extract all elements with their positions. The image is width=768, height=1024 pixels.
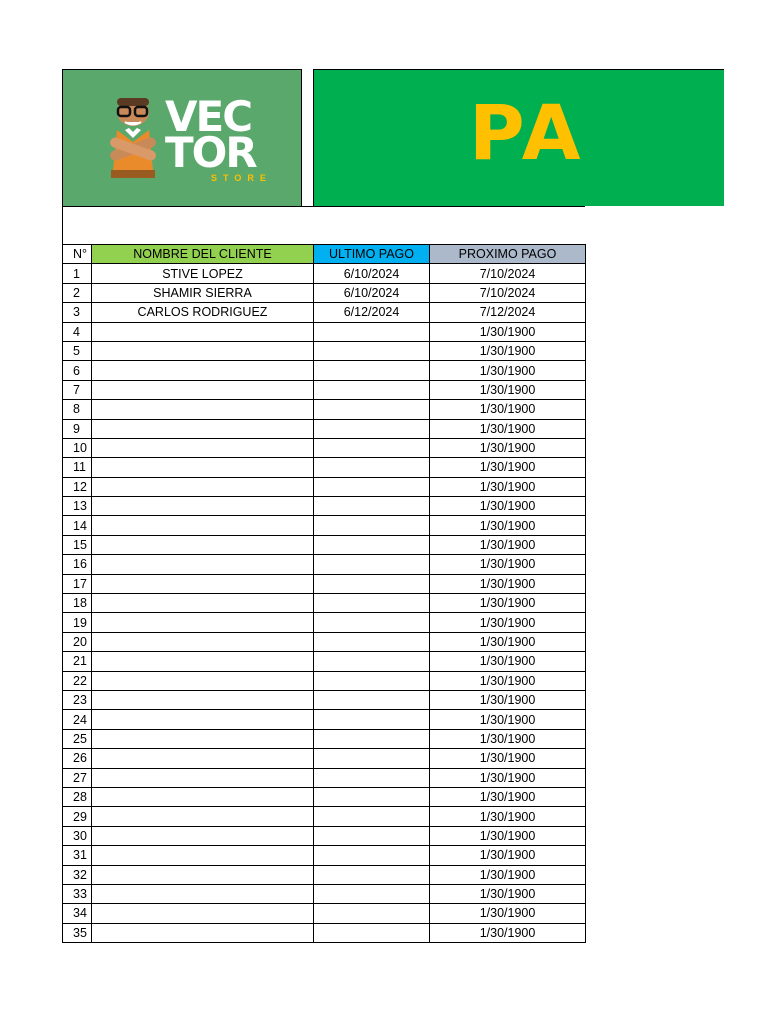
header-next-payment: PROXIMO PAGO [430, 245, 586, 264]
client-name-cell[interactable] [92, 438, 314, 457]
table-row [63, 807, 586, 826]
next-payment-cell[interactable]: 1/30/1900 [430, 361, 586, 380]
table-row [63, 477, 586, 496]
row-number-cell[interactable]: 8 [63, 400, 92, 419]
last-payment-cell[interactable] [314, 555, 430, 574]
next-payment-cell[interactable]: 1/30/1900 [430, 400, 586, 419]
client-name-cell[interactable] [92, 361, 314, 380]
row-number-cell[interactable]: 4 [63, 322, 92, 341]
last-payment-cell[interactable] [314, 690, 430, 709]
table-row [63, 787, 586, 806]
logo-text-line2: TOR [165, 128, 256, 177]
last-payment-cell[interactable] [314, 768, 430, 787]
table-row [63, 613, 586, 632]
next-payment-cell[interactable]: 1/30/1900 [430, 846, 586, 865]
row-number-cell[interactable]: 23 [63, 690, 92, 709]
table-row [63, 768, 586, 787]
row-number-cell[interactable]: 2 [63, 283, 92, 302]
last-payment-cell[interactable] [314, 749, 430, 768]
client-name-cell[interactable] [92, 768, 314, 787]
table-row [63, 671, 586, 690]
client-name-cell[interactable] [92, 729, 314, 748]
next-payment-cell[interactable]: 1/30/1900 [430, 341, 586, 360]
last-payment-cell[interactable] [314, 923, 430, 942]
client-name-cell[interactable] [92, 555, 314, 574]
last-payment-cell[interactable] [314, 807, 430, 826]
client-name-cell[interactable] [92, 923, 314, 942]
client-name-cell[interactable]: SHAMIR SIERRA [92, 283, 314, 302]
next-payment-cell[interactable]: 1/30/1900 [430, 807, 586, 826]
client-name-cell[interactable] [92, 904, 314, 923]
next-payment-cell[interactable]: 1/30/1900 [430, 419, 586, 438]
next-payment-cell[interactable]: 1/30/1900 [430, 826, 586, 845]
row-number-cell[interactable]: 12 [63, 477, 92, 496]
last-payment-cell[interactable] [314, 729, 430, 748]
next-payment-cell[interactable]: 1/30/1900 [430, 865, 586, 884]
table-row [63, 904, 586, 923]
client-name-cell[interactable] [92, 380, 314, 399]
last-payment-cell[interactable] [314, 652, 430, 671]
client-name-cell[interactable] [92, 400, 314, 419]
row-number-cell[interactable]: 14 [63, 516, 92, 535]
next-payment-cell[interactable]: 1/30/1900 [430, 652, 586, 671]
row-number-cell[interactable]: 20 [63, 632, 92, 651]
logo-text-line3: STORE [211, 173, 272, 183]
last-payment-cell[interactable]: 6/12/2024 [314, 303, 430, 322]
table-row [63, 516, 586, 535]
table-row [63, 497, 586, 516]
next-payment-cell[interactable]: 1/30/1900 [430, 516, 586, 535]
next-payment-cell[interactable]: 1/30/1900 [430, 613, 586, 632]
client-name-cell[interactable]: CARLOS RODRIGUEZ [92, 303, 314, 322]
last-payment-cell[interactable] [314, 322, 430, 341]
header-last-payment: ULTIMO PAGO [314, 245, 430, 264]
row-number-cell[interactable]: 29 [63, 807, 92, 826]
table-row [63, 749, 586, 768]
table-row [63, 535, 586, 554]
row-number-cell[interactable]: 30 [63, 826, 92, 845]
row-number-cell[interactable]: 28 [63, 787, 92, 806]
client-name-cell[interactable] [92, 749, 314, 768]
client-name-cell[interactable] [92, 516, 314, 535]
table-row [63, 729, 586, 748]
page-title: PA [469, 88, 585, 177]
last-payment-cell[interactable] [314, 419, 430, 438]
next-payment-cell[interactable]: 1/30/1900 [430, 768, 586, 787]
logo-text-line1: VEC [165, 92, 252, 141]
table-row [63, 400, 586, 419]
last-payment-cell[interactable] [314, 671, 430, 690]
row-number-cell[interactable]: 6 [63, 361, 92, 380]
table-row [63, 264, 586, 283]
client-name-cell[interactable] [92, 690, 314, 709]
table-header-row [63, 245, 586, 264]
header-client-name: NOMBRE DEL CLIENTE [92, 245, 314, 264]
client-name-cell[interactable] [92, 594, 314, 613]
last-payment-cell[interactable]: 6/10/2024 [314, 283, 430, 302]
last-payment-cell[interactable] [314, 710, 430, 729]
client-name-cell[interactable] [92, 535, 314, 554]
table-row [63, 322, 586, 341]
client-name-cell[interactable] [92, 807, 314, 826]
next-payment-cell[interactable]: 1/30/1900 [430, 671, 586, 690]
last-payment-cell[interactable] [314, 535, 430, 554]
payments-table [62, 244, 586, 943]
client-name-cell[interactable] [92, 497, 314, 516]
row-number-cell[interactable]: 9 [63, 419, 92, 438]
table-row [63, 380, 586, 399]
last-payment-cell[interactable] [314, 826, 430, 845]
next-payment-cell[interactable]: 1/30/1900 [430, 710, 586, 729]
client-name-cell[interactable] [92, 884, 314, 903]
next-payment-cell[interactable]: 1/30/1900 [430, 594, 586, 613]
table-row [63, 361, 586, 380]
last-payment-cell[interactable] [314, 904, 430, 923]
table-row [63, 884, 586, 903]
next-payment-cell[interactable]: 1/30/1900 [430, 923, 586, 942]
next-payment-cell[interactable]: 1/30/1900 [430, 458, 586, 477]
last-payment-cell[interactable] [314, 361, 430, 380]
client-name-cell[interactable] [92, 671, 314, 690]
vector-store-logo [62, 69, 302, 207]
last-payment-cell[interactable] [314, 884, 430, 903]
last-payment-cell[interactable] [314, 438, 430, 457]
client-name-cell[interactable] [92, 322, 314, 341]
next-payment-cell[interactable]: 1/30/1900 [430, 535, 586, 554]
table-row [63, 690, 586, 709]
row-number-cell[interactable]: 26 [63, 749, 92, 768]
table-row [63, 555, 586, 574]
row-number-cell[interactable]: 27 [63, 768, 92, 787]
table-row [63, 923, 586, 942]
next-payment-cell[interactable]: 1/30/1900 [430, 749, 586, 768]
table-row [63, 632, 586, 651]
last-payment-cell[interactable] [314, 846, 430, 865]
next-payment-cell[interactable]: 1/30/1900 [430, 729, 586, 748]
next-payment-cell[interactable]: 1/30/1900 [430, 555, 586, 574]
client-name-cell[interactable] [92, 632, 314, 651]
next-payment-cell[interactable]: 1/30/1900 [430, 497, 586, 516]
row-number-cell[interactable]: 16 [63, 555, 92, 574]
client-name-cell[interactable] [92, 826, 314, 845]
table-row [63, 594, 586, 613]
last-payment-cell[interactable] [314, 574, 430, 593]
table-row [63, 419, 586, 438]
client-name-cell[interactable]: STIVE LOPEZ [92, 264, 314, 283]
row-number-cell[interactable]: 17 [63, 574, 92, 593]
last-payment-cell[interactable] [314, 632, 430, 651]
row-number-cell[interactable]: 7 [63, 380, 92, 399]
row-number-cell[interactable]: 22 [63, 671, 92, 690]
next-payment-cell[interactable]: 7/10/2024 [430, 264, 586, 283]
client-name-cell[interactable] [92, 865, 314, 884]
next-payment-cell[interactable]: 1/30/1900 [430, 904, 586, 923]
table-row [63, 458, 586, 477]
row-number-cell[interactable]: 19 [63, 613, 92, 632]
client-name-cell[interactable] [92, 419, 314, 438]
row-number-cell[interactable]: 25 [63, 729, 92, 748]
last-payment-cell[interactable]: 6/10/2024 [314, 264, 430, 283]
last-payment-cell[interactable] [314, 865, 430, 884]
table-row [63, 303, 586, 322]
next-payment-cell[interactable]: 1/30/1900 [430, 574, 586, 593]
table-row [63, 846, 586, 865]
row-number-cell[interactable]: 34 [63, 904, 92, 923]
row-number-cell[interactable]: 32 [63, 865, 92, 884]
table-row [63, 341, 586, 360]
last-payment-cell[interactable] [314, 594, 430, 613]
header-banner [62, 69, 724, 206]
client-name-cell[interactable] [92, 846, 314, 865]
last-payment-cell[interactable] [314, 341, 430, 360]
next-payment-cell[interactable]: 1/30/1900 [430, 787, 586, 806]
last-payment-cell[interactable] [314, 516, 430, 535]
last-payment-cell[interactable] [314, 787, 430, 806]
row-number-cell[interactable]: 31 [63, 846, 92, 865]
last-payment-cell[interactable] [314, 380, 430, 399]
row-number-cell[interactable]: 11 [63, 458, 92, 477]
row-number-cell[interactable]: 24 [63, 710, 92, 729]
last-payment-cell[interactable] [314, 477, 430, 496]
row-number-cell[interactable]: 33 [63, 884, 92, 903]
cartoon-character-icon [103, 92, 163, 184]
client-name-cell[interactable] [92, 787, 314, 806]
client-name-cell[interactable] [92, 341, 314, 360]
last-payment-cell[interactable] [314, 613, 430, 632]
table-row [63, 652, 586, 671]
next-payment-cell[interactable]: 1/30/1900 [430, 884, 586, 903]
banner-divider [301, 69, 314, 206]
next-payment-cell[interactable]: 1/30/1900 [430, 438, 586, 457]
last-payment-cell[interactable] [314, 458, 430, 477]
client-name-cell[interactable] [92, 613, 314, 632]
client-name-cell[interactable] [92, 710, 314, 729]
title-panel [314, 69, 724, 206]
next-payment-cell[interactable]: 7/12/2024 [430, 303, 586, 322]
header-number: N° [63, 245, 92, 264]
next-payment-cell[interactable]: 1/30/1900 [430, 477, 586, 496]
client-name-cell[interactable] [92, 574, 314, 593]
next-payment-cell[interactable]: 1/30/1900 [430, 690, 586, 709]
next-payment-cell[interactable]: 7/10/2024 [430, 283, 586, 302]
row-number-cell[interactable]: 35 [63, 923, 92, 942]
next-payment-cell[interactable]: 1/30/1900 [430, 322, 586, 341]
client-name-cell[interactable] [92, 458, 314, 477]
client-name-cell[interactable] [92, 652, 314, 671]
row-number-cell[interactable]: 15 [63, 535, 92, 554]
row-number-cell[interactable]: 10 [63, 438, 92, 457]
table-row [63, 826, 586, 845]
row-number-cell[interactable]: 21 [63, 652, 92, 671]
last-payment-cell[interactable] [314, 400, 430, 419]
row-number-cell[interactable]: 1 [63, 264, 92, 283]
next-payment-cell[interactable]: 1/30/1900 [430, 380, 586, 399]
row-number-cell[interactable]: 3 [63, 303, 92, 322]
spacer-row [62, 206, 585, 244]
table-row [63, 574, 586, 593]
next-payment-cell[interactable]: 1/30/1900 [430, 632, 586, 651]
last-payment-cell[interactable] [314, 497, 430, 516]
table-row [63, 865, 586, 884]
row-number-cell[interactable]: 18 [63, 594, 92, 613]
table-row [63, 283, 586, 302]
row-number-cell[interactable]: 13 [63, 497, 92, 516]
client-name-cell[interactable] [92, 477, 314, 496]
table-row [63, 710, 586, 729]
row-number-cell[interactable]: 5 [63, 341, 92, 360]
table-row [63, 438, 586, 457]
